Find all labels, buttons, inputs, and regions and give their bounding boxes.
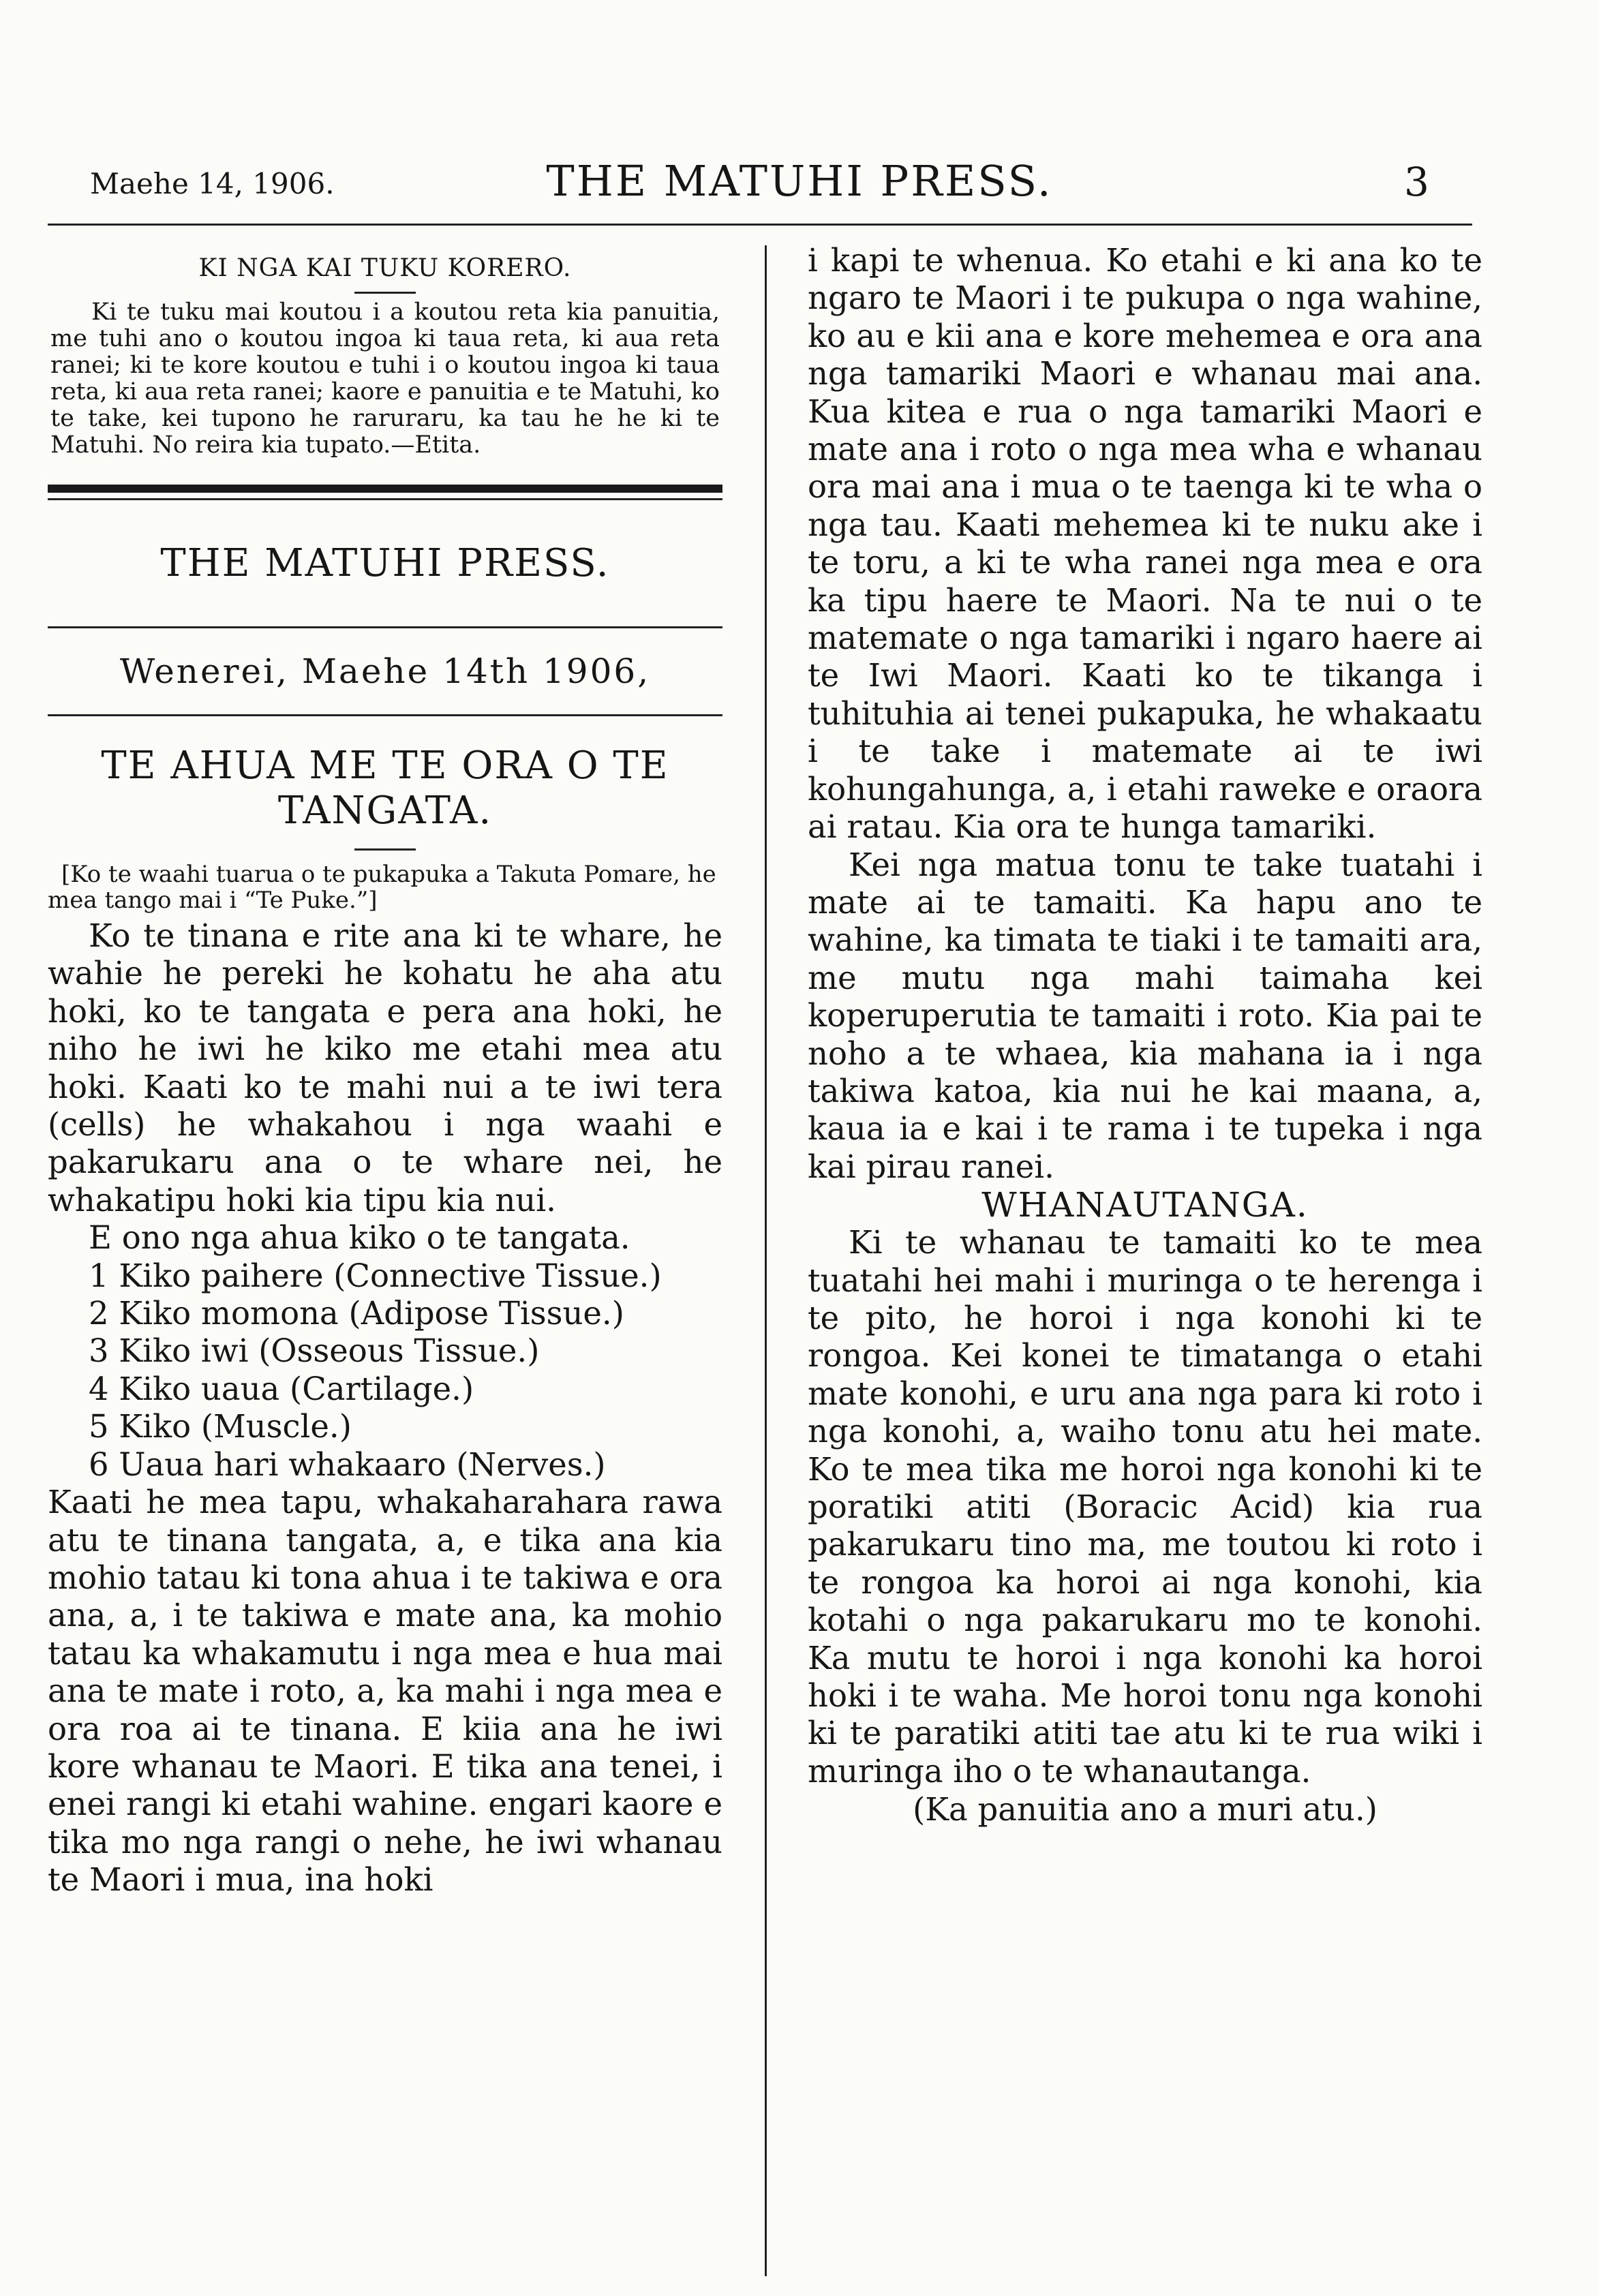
list-item: 5 Kiko (Muscle.) [89, 1408, 352, 1445]
list-item: 3 Kiko iwi (Osseous Tissue.) [89, 1332, 540, 1370]
list-item: 4 Kiko uaua (Cartilage.) [89, 1370, 474, 1407]
header-date: Maehe 14, 1906. [90, 167, 335, 200]
tissue-list-intro: E ono nga ahua kiko o te tangata. [89, 1219, 630, 1257]
article-title: TE AHUA ME TE ORA O TE TANGATA. [101, 744, 669, 833]
section-heading: WHANAUTANGA. [981, 1185, 1309, 1225]
article-paragraph-2-continued: i kapi te whenua. Ko etahi e ki ana ko te ngaro te Maori i te pukupa o nga wahine, ko au e kii ana e kore mehemea e ora ana nga tamariki Maori e whanau mai ana. Kua kitea e rua o nga tamariki Maori e mate ana i roto o nga mea wha e whanau ora mai ana i mua o te taenga ki te wha o nga tau. Kaati mehemea ki te nuku ake i te toru, a ki te wha ranei nga mea e ora ka tipu haere te Maori. Na te nui o te matemate o nga tamariki i ngaro haere ai te Iwi Maori. Kaati ko te tikanga i tuhituhia ai tenei pukapuka, he whakaatu i te take i matemate ai te iwi kohungahunga, a, i etahi raweke e oraora ai ratau. Kia ora te hunga tamariki. [808, 242, 1482, 846]
article-paragraph-3: Kei nga matua tonu te take tuatahi i mate ai te tamaiti. Ka hapu ano te wahine, ka timata te tiaki i te tamaiti ara, me mutu nga mahi taimaha kei koperuperutia te tamaiti i roto. Kia pai te noho a te whaea, kia mahana ia i nga takiwa katoa, kia nui he kai maana, a, kaua ia e kai i te rama i te tupeka i nga kai pirau ranei. [808, 846, 1482, 1185]
list-item: 6 Uaua hari whakaaro (Nerves.) [89, 1445, 606, 1483]
header-rule [48, 224, 1472, 226]
source-note: [Ko te waahi tuarua o te pukapuka a Takuta Pomare, he mea tango mai i “Te Puke.”] [48, 861, 716, 914]
page-header [0, 147, 1599, 208]
article-paragraph-2: Kaati he mea tapu, whakaharahara rawa atu te tinana tangata, a, e tika ana kia mohio tatau ki tona ahua i te takiwa e ora ana, a, i te takiwa e mate ana, ka mohio tatau ka whakamutu i nga mea e hua mai ana te mate i roto, a, ka mahi i nga mea e ora roa ai te tinana. E kiia ana he iwi kore whanau te Maori. E tika ana tenei, i enei rangi ki etahi wahine. engari kaore e tika mo nga rangi o nehe, he iwi whanau te Maori i mua, ina hoki [48, 1484, 722, 1899]
paper-name: THE MATUHI PRESS. [160, 541, 610, 585]
column-divider [765, 245, 767, 2276]
list-item: 1 Kiko paihere (Connective Tissue.) [89, 1257, 662, 1294]
tissue-list [48, 1257, 722, 1484]
notice-rule [354, 292, 416, 294]
masthead-thin-rule [48, 498, 722, 500]
header-title: THE MATUHI PRESS. [546, 156, 1053, 206]
continued-note: (Ka panuitia ano a muri atu.) [913, 1791, 1377, 1828]
article-paragraph-4: Ki te whanau te tamaiti ko te mea tuatahi hei mahi i muringa o te herenga i te pito, he horoi i nga konohi ki te rongoa. Kei konei te timatanga o etahi mate konohi, e uru ana nga para ki roto i nga konohi, a, waiho tonu atu hei mate. Ko te mea tika me horoi nga konohi ki te poratiki atiti (Boracic Acid) kia rua pakarukaru tino ma, me toutou ki roto i te rongoa ka horoi ai nga konohi, kia kotahi o nga pakarukaru mo te konohi. Ka mutu te horoi i nga konohi ka horoi hoki i te waha. Me horoi tonu nga konohi ki te paratiki atiti tae atu ki te rua wiki i muringa iho o te whanautanga. [808, 1224, 1482, 1790]
notice-text: Ki te tuku mai koutou i a koutou reta kia panuitia, me tuhi ano o koutou ingoa ki taua reta, ki aua reta ranei; ki te kore koutou e tuhi i o koutou ingoa ki taua reta, ki aua reta ranei; kaore e panuitia e te Matuhi, ko te take, kei tupono he raruraru, ka tau he he ki te Matuhi. No reira kia tupato.—Etita. [50, 299, 720, 459]
dateline: Wenerei, Maehe 14th 1906, [119, 652, 651, 691]
dateline-rule-top [48, 626, 722, 628]
article-paragraph-1: Ko te tinana e rite ana ki te whare, he wahie he pereki he kohatu he aha atu hoki, ko te tangata e pera ana hoki, he niho he iwi he kiko me etahi mea atu hoki. Kaati ko te mahi nui a te iwi tera (cells) he whakahou i nga waahi e pakarukaru ana o te whare nei, he whakatipu hoki kia tipu kia nui. [48, 917, 722, 1219]
list-item: 2 Kiko momona (Adipose Tissue.) [89, 1295, 624, 1332]
dateline-rule-bottom [48, 714, 722, 716]
page-number: 3 [1404, 159, 1429, 205]
masthead-thick-rule [48, 485, 722, 493]
notice-heading: KI NGA KAI TUKU KORERO. [198, 254, 572, 282]
left-column [48, 242, 722, 1899]
title-rule [354, 848, 416, 851]
right-column [808, 242, 1482, 1828]
